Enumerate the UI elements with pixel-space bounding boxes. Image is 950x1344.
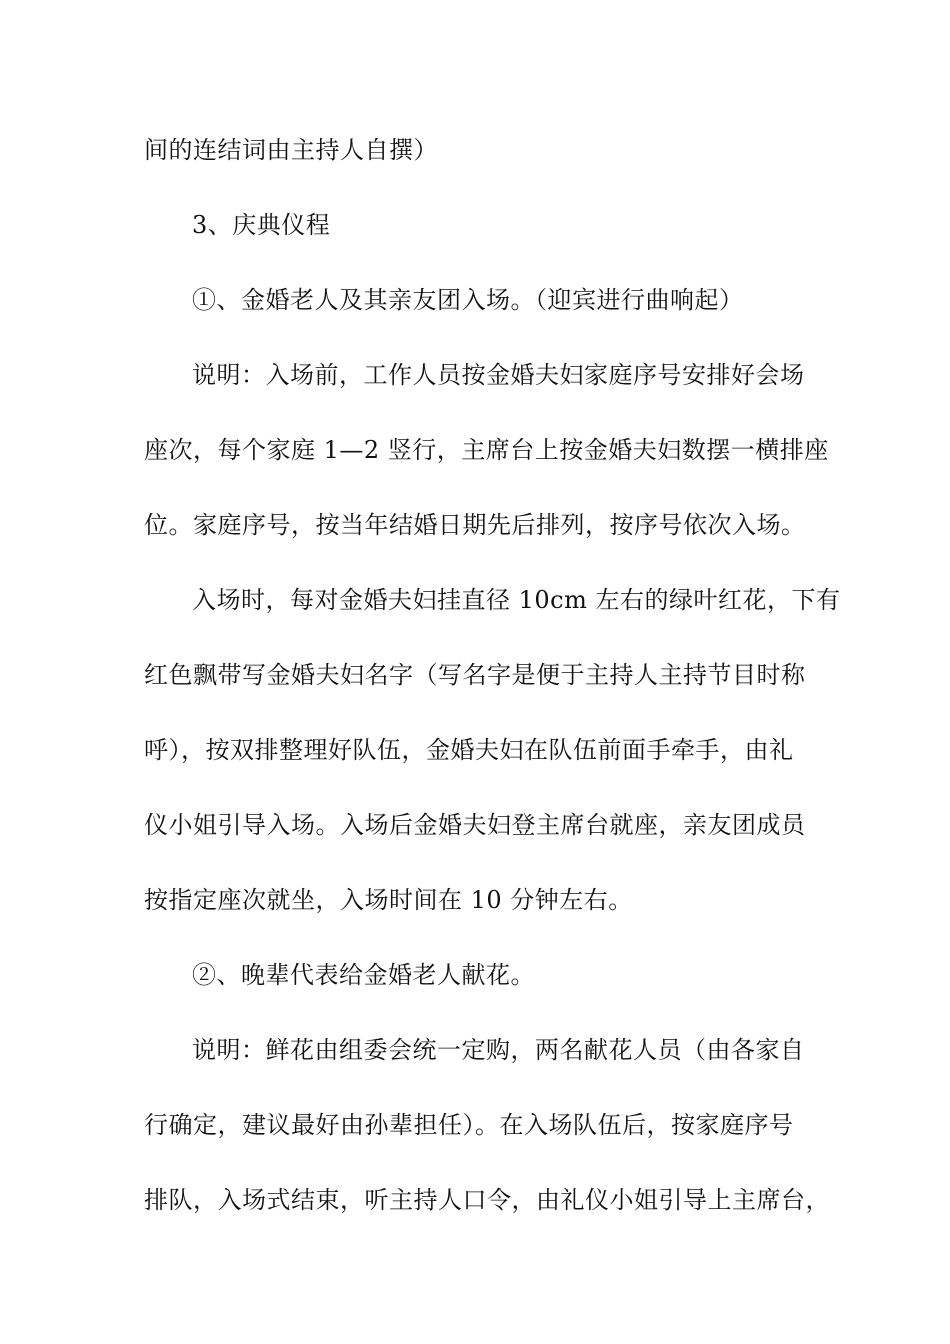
subsection-heading: ①、金婚老人及其亲友团入场。（迎宾进行曲响起）	[192, 286, 744, 314]
subsection-heading: ②、晚辈代表给金婚老人献花。	[192, 961, 535, 989]
text-line: 呼），按双排整理好队伍，金婚夫妇在队伍前面手牵手，由礼	[144, 736, 794, 764]
text-line: 说明：入场前，工作人员按金婚夫妇家庭序号安排好会场	[192, 361, 805, 389]
text-line: 按指定座次就坐，入场时间在 10 分钟左右。	[144, 886, 633, 914]
text-line: 红色飘带写金婚夫妇名字（写名字是便于主持人主持节目时称	[144, 661, 806, 689]
section-heading: 3、庆典仪程	[192, 211, 331, 239]
text-line: 排队，入场式结束，听主持人口令，由礼仪小姐引导上主席台，	[144, 1186, 830, 1214]
text-line: 行确定，建议最好由孙辈担任）。在入场队伍后，按家庭序号	[144, 1111, 794, 1139]
text-line: 入场时，每对金婚夫妇挂直径 10cm 左右的绿叶红花，下有	[192, 586, 841, 614]
text-line: 说明：鲜花由组委会统一定购，两名献花人员（由各家自	[192, 1036, 805, 1064]
text-line: 座次，每个家庭 1—2 竖行，主席台上按金婚夫妇数摆一横排座	[144, 436, 829, 464]
text-line: 仪小姐引导入场。入场后金婚夫妇登主席台就座，亲友团成员	[144, 811, 806, 839]
text-line: 位。家庭序号，按当年结婚日期先后排列，按序号依次入场。	[144, 511, 806, 539]
text-line: 间的连结词由主持人自撰）	[144, 136, 438, 164]
